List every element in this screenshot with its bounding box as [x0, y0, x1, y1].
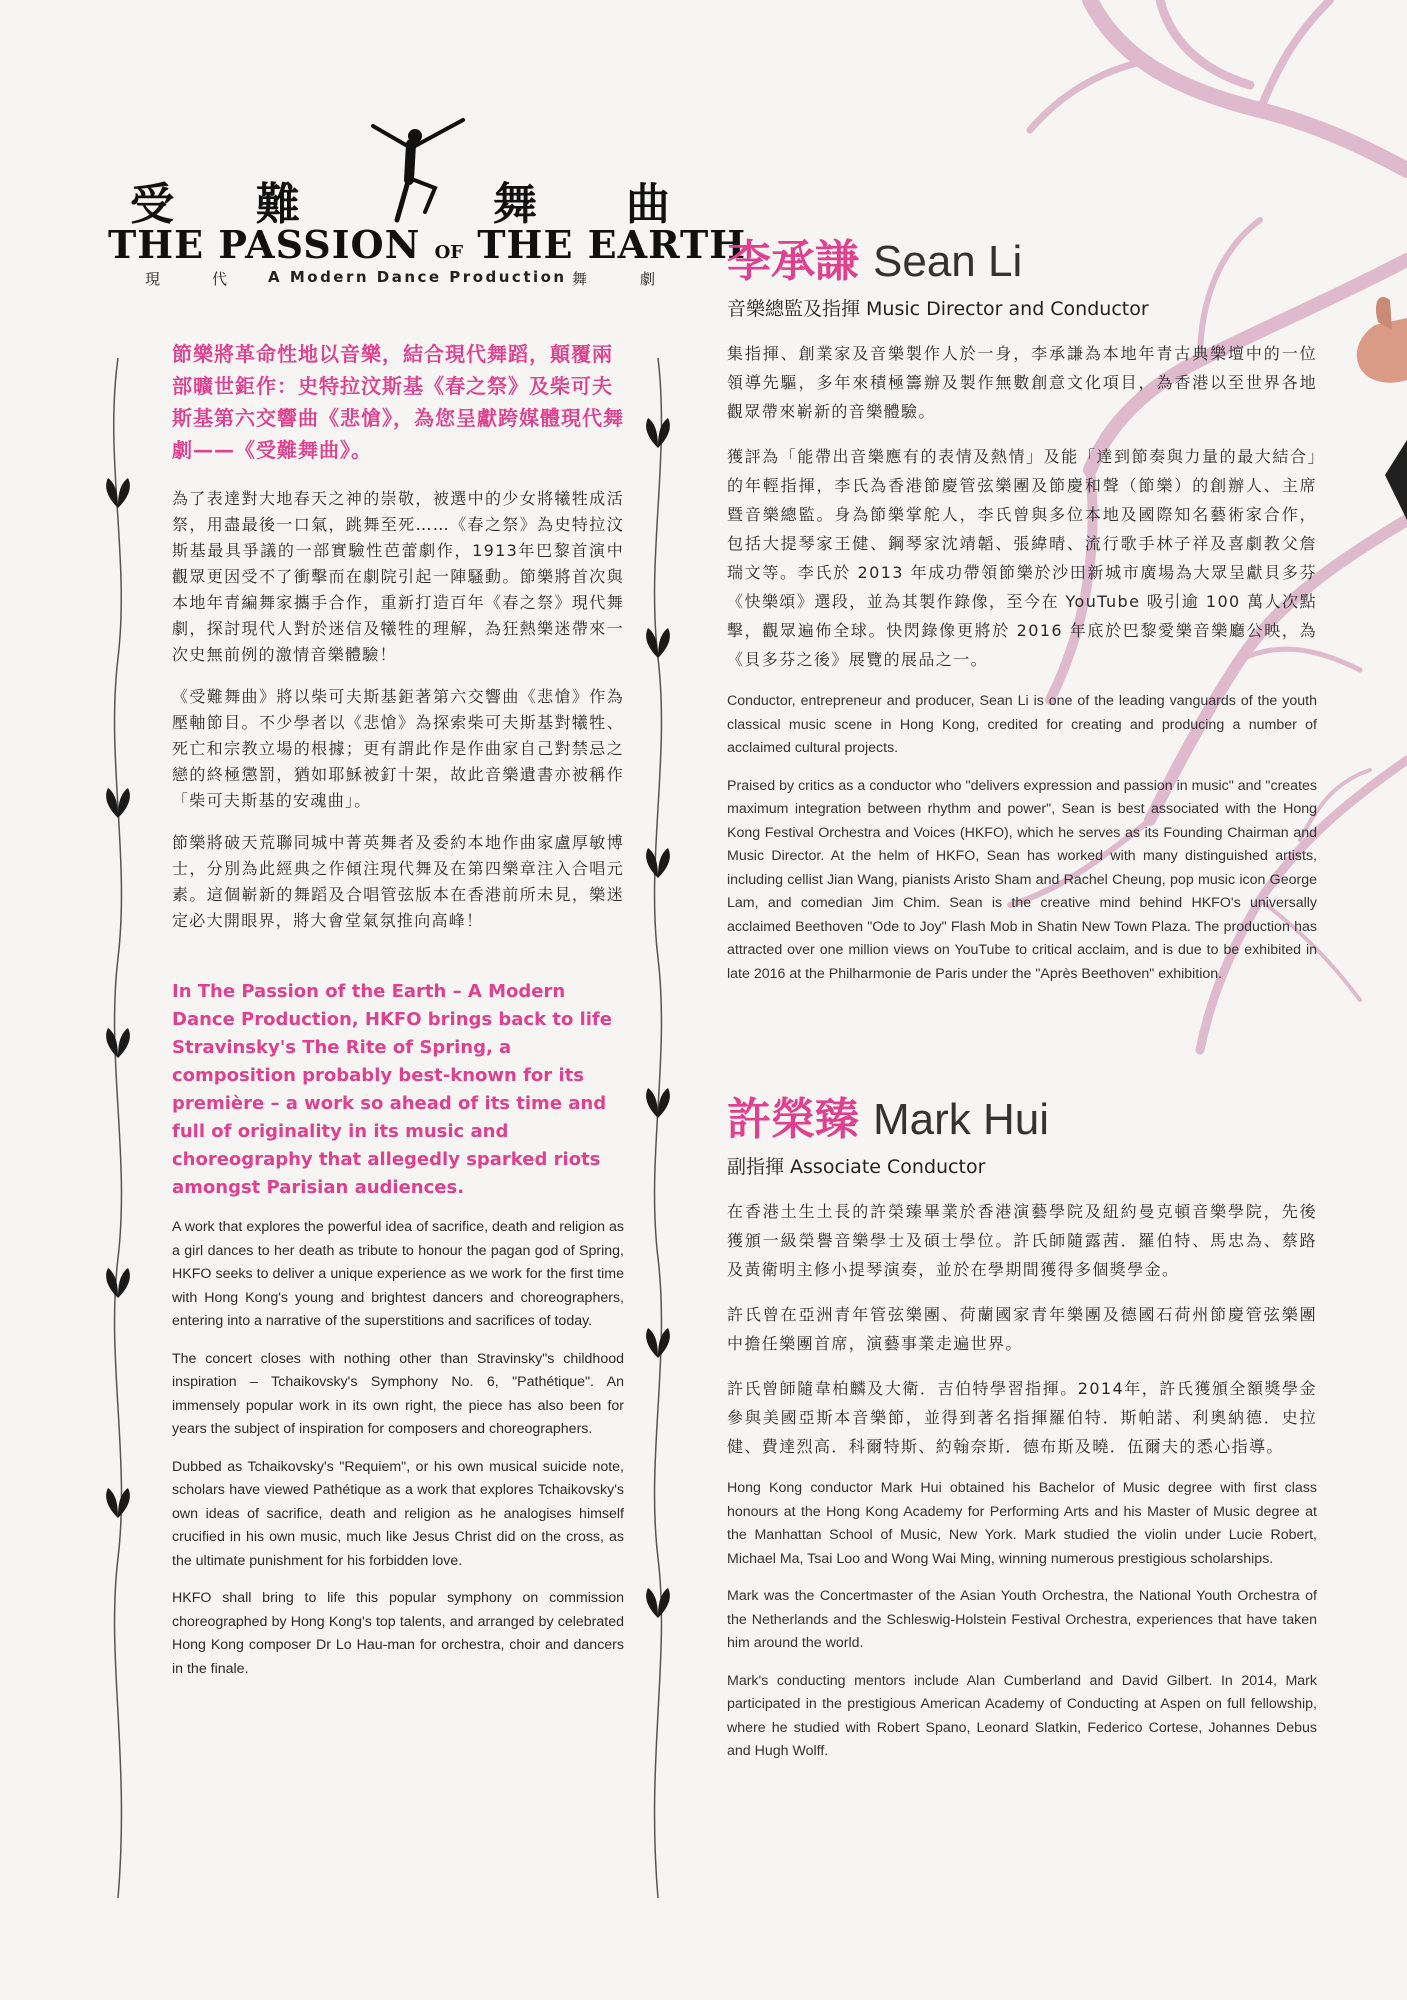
- zh-lead-paragraph: 節樂將革命性地以音樂，結合現代舞蹈，顛覆兩部曠世鉅作：史特拉汶斯基《春之祭》及柴可夫斯基第六交響曲《悲愴》，為您呈獻跨媒體現代舞劇——《受難舞曲》。: [172, 342, 624, 462]
- title-char: 舞: [493, 179, 537, 230]
- en-paragraph: HKFO shall bring to life this popular symphony on commission choreographed by Hong Kong's top talents, and arranged by celebrated Hong Kong composer Dr Lo Hau-man for orchestra, choir and dancers in the finale.: [172, 1590, 624, 1677]
- bio-zh-paragraph: 許氏曾師隨韋柏麟及大衛．吉伯特學習指揮。2014年，許氏獲頒全額獎學金參與美國亞斯本音樂節，並得到著名指揮羅伯特．斯帕諾、利奧納德．史拉健、費達烈高．科爾特斯、約翰奈斯．德布斯及曉．伍爾夫的悉心指導。: [727, 1379, 1317, 1456]
- title-char: 受: [130, 179, 174, 230]
- name-en: Mark Hui: [873, 1095, 1050, 1144]
- en-paragraph: The concert closes with nothing other than Stravinsky"s childhood inspiration – Tchaikovsky's Symphony No. 6, "Pathétique". An immensely popular work in its own right, the piece has also been for years the subject of inspiration for composers and choreographers.: [172, 1350, 624, 1437]
- name-zh: 李承謙: [727, 236, 859, 287]
- title-of: OF: [434, 242, 464, 263]
- subtitle-char: 代: [212, 270, 228, 288]
- person-name: [727, 1094, 1317, 1146]
- zh-paragraph: 節樂將破天荒聯同城中菁英舞者及委約本地作曲家盧厚敏博士，分別為此經典之作傾注現代舞及在第四樂章注入合唱元素。這個嶄新的舞蹈及合唱管弦版本在香港前所未見，樂迷定必大開眼界，將大會堂氣氛推向高峰！: [172, 833, 624, 930]
- subtitle-char: 舞: [572, 270, 588, 288]
- person-role: 音樂總監及指揮 Music Director and Conductor: [727, 298, 1149, 320]
- bio-en-paragraph: Conductor, entrepreneur and producer, Sean Li is one of the leading vanguards of the youth classical music scene in Hong Kong, credited for creating and producing a number of acclaimed cultural projects.: [727, 693, 1317, 756]
- title-part: THE EARTH: [477, 222, 747, 267]
- bio-en-paragraph: Hong Kong conductor Mark Hui obtained his Bachelor of Music degree with first class honours at the Hong Kong Academy for Performing Arts and his Master of Music degree at the Manhattan School of Music, New York. Mark studied the violin under Lucie Robert, Michael Ma, Tsai Loo and Wong Wai Ming, winning numerous prestigious scholarships.: [727, 1480, 1317, 1567]
- subtitle-char: 劇: [640, 270, 656, 288]
- person-name: [727, 236, 1317, 288]
- bio-zh-paragraph: 集指揮、創業家及音樂製作人於一身，李承謙為本地年青古典樂壇中的一位領導先驅，多年來積極籌辦及製作無數創意文化項目，為香港以至世界各地觀眾帶來嶄新的音樂體驗。: [727, 344, 1317, 421]
- title-char: 曲: [626, 179, 670, 230]
- person-role: 副指揮 Associate Conductor: [727, 1156, 986, 1178]
- chinese-title: [130, 168, 690, 228]
- bio-mark-hui: [727, 1094, 1317, 1778]
- zh-paragraph: 《受難舞曲》將以柴可夫斯基鉅著第六交響曲《悲愴》作為壓軸節目。不少學者以《悲愴》為探索柴可夫斯基對犧牲、死亡和宗教立場的根據；更有謂此作是作曲家自己對禁忌之戀的終極懲罰，猶如耶穌被釘十架，故此音樂遺書亦被稱作「柴可夫斯基的安魂曲」。: [172, 687, 624, 810]
- bio-en-paragraph: Mark was the Concertmaster of the Asian Youth Orchestra, the National Youth Orchestra of the Netherlands and the Schleswig-Holstein Festival Orchestra, experiences that have taken him around the world.: [727, 1588, 1317, 1651]
- bio-en-paragraph: Mark's conducting mentors include Alan Cumberland and David Gilbert. In 2014, Mark participated in the prestigious American Academy of Conducting at Aspen on full fellowship, where he studied with Robert Spano, Leonard Slatkin, Federico Cortese, Johannes Debus and Hugh Wolff.: [727, 1672, 1317, 1759]
- title-char: 難: [256, 179, 300, 230]
- left-vine-decoration: [100, 358, 136, 1898]
- zh-paragraph: 為了表達對大地春天之神的崇敬，被選中的少女將犧牲成活祭，用盡最後一口氣，跳舞至死……《春之祭》為史特拉汶斯基最具爭議的一部實驗性芭蕾劇作，1913年巴黎首演中觀眾更因受不了衝擊而在劇院引起一陣騷動。節樂將首次與本地年青編舞家攜手合作，重新打造百年《春之祭》現代舞劇，探討現代人對於迷信及犧牲的理解，為狂熱樂迷帶來一次史無前例的激情音樂體驗！: [172, 489, 624, 664]
- en-paragraph: Dubbed as Tchaikovsky's "Requiem", or his own musical suicide note, scholars have viewed Pathétique as a work that explores Tchaikovsky's own ideas of sacrifice, death and religion as he analogises himself crucified in his own music, much like Jesus Christ did on the cross, as the ultimate punishment for his forbidden love.: [172, 1458, 624, 1569]
- subtitle-text: A Modern Dance Production: [268, 268, 567, 286]
- bio-sean-li: [727, 236, 1317, 1000]
- english-title: [108, 222, 747, 267]
- bio-zh-paragraph: 許氏曾在亞洲青年管弦樂團、荷蘭國家青年樂團及德國石荷州節慶管弦樂團中擔任樂團首席，演藝事業走遍世界。: [727, 1305, 1317, 1353]
- bio-en-paragraph: Praised by critics as a conductor who "delivers expression and passion in music" and "creates maximum integration between rhythm and power", Sean is best associated with the Hong Kong Festival Orchestra and Voices (HKFO), which he serves as its Founding Chairman and Music Director. At the helm of HKFO, Sean has worked with many distinguished artists, including cellist Jian Wang, pianists Aristo Sham and Rachel Cheung, pop music icon George Lam, and comedian Jim Chim. Sean is the creative mind behind HKFO's universally acclaimed Beethoven "Ode to Joy" Flash Mob in Shatin New Town Plaza. The production has attracted over one million views on YouTube to critical acclaim, and is due to be exhibited in late 2016 at the Philharmonie de Paris under the "Après Beethoven" exhibition.: [727, 777, 1317, 982]
- name-en: Sean Li: [873, 237, 1023, 286]
- bio-zh-paragraph: 在香港土生土長的許榮臻畢業於香港演藝學院及紐約曼克頓音樂學院，先後獲頒一級榮譽音樂學士及碩士學位。許氏師隨露茜．羅伯特、馬忠為、蔡路及黃衛明主修小提琴演奏，並於在學期間獲得多個獎學金。: [727, 1202, 1317, 1279]
- subtitle-char: 現: [145, 270, 161, 288]
- en-lead-paragraph: In The Passion of the Earth – A Modern Dance Production, HKFO brings back to life Stravinsky's The Rite of Spring, a composition probably best-known for its première – a work so ahead of its time and full of originality in its music and choreography that allegedly sparked riots amongst Parisian audiences.: [172, 981, 612, 1198]
- intro-column: [172, 338, 624, 1695]
- name-zh: 許榮臻: [727, 1094, 859, 1145]
- en-paragraph: A work that explores the powerful idea of sacrifice, death and religion as a girl dances to her death as tribute to honour the pagan god of Spring, HKFO seeks to deliver a unique experience as we work for the first time with Hong Kong's young and brightest dancers and choreographers, entering into a narrative of the superstitions and sacrifices of today.: [172, 1219, 624, 1329]
- bio-zh-paragraph: 獲評為「能帶出音樂應有的表情及熱情」及能「達到節奏與力量的最大結合」的年輕指揮，李氏為香港節慶管弦樂團及節慶和聲（節樂）的創辦人、主席暨音樂總監。身為節樂掌舵人，李氏曾與多位本地及國際知名藝術家合作，包括大提琴家王健、鋼琴家沈靖韜、張緯晴、流行歌手林子祥及喜劇教父詹瑞文等。李氏於 2013 年成功帶領節樂於沙田新城市廣場為大眾呈獻貝多芬《快樂頌》選段，並為其製作錄像，至今在 YouTube 吸引逾 100 萬人次點擊，觀眾遍佈全球。快閃錄像更將於 2016 年底於巴黎愛樂音樂廳公映，為《貝多芬之後》展覽的展品之一。: [727, 447, 1317, 669]
- title-part: THE PASSION: [108, 222, 421, 267]
- right-vine-decoration: [640, 358, 676, 1898]
